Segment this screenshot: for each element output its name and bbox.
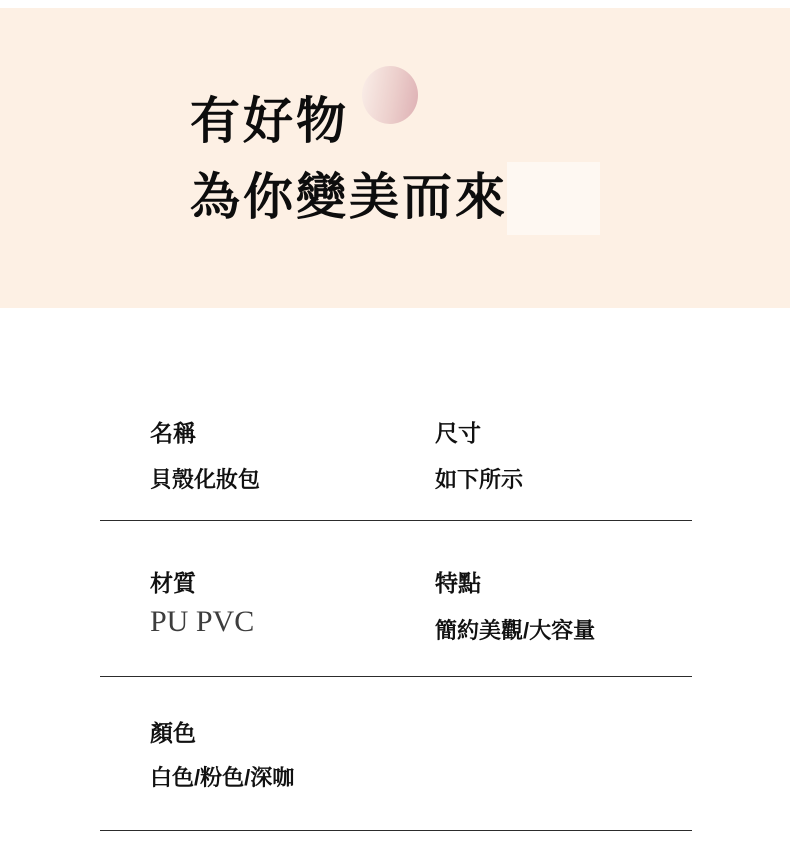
divider-1 <box>100 520 692 521</box>
spec-value-material: PU PVC <box>150 605 255 638</box>
spec-value-name: 貝殼化妝包 <box>150 467 261 492</box>
headline-line-1: 有好物 <box>190 93 349 149</box>
spec-label-name: 名稱 <box>150 420 196 446</box>
spec-value-color: 白色/粉色/深咖 <box>150 765 295 790</box>
hero-banner <box>0 8 790 308</box>
headline-line-2: 為你變美而來 <box>190 169 508 225</box>
spec-label-material: 材質 <box>150 570 196 596</box>
spec-label-size: 尺寸 <box>435 420 481 446</box>
product-spec-table <box>0 308 790 842</box>
pink-sphere-decoration <box>362 66 418 124</box>
headline-highlight-box <box>507 162 600 235</box>
divider-2 <box>100 676 692 677</box>
spec-label-features: 特點 <box>435 570 481 596</box>
divider-3 <box>100 830 692 831</box>
spec-value-size: 如下所示 <box>435 467 524 492</box>
spec-label-color: 顏色 <box>150 720 196 746</box>
spec-value-features: 簡約美觀/大容量 <box>435 618 596 643</box>
